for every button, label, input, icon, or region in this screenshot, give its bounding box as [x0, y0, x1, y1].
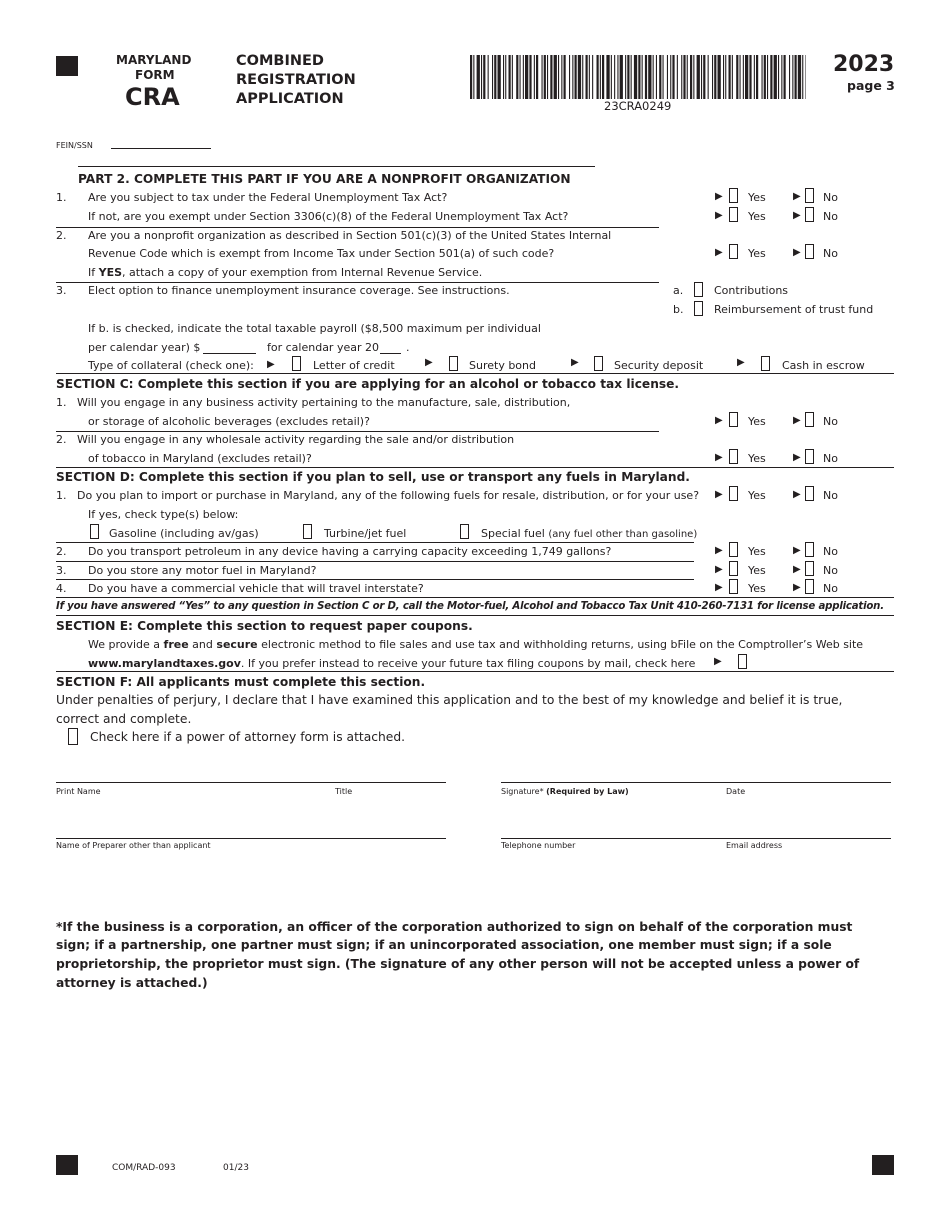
arrow-icon: ▶: [715, 415, 723, 426]
barcode-bar: [762, 55, 763, 99]
cash-in-escrow-checkbox[interactable]: [761, 356, 770, 371]
collateral-option-label: Security deposit: [614, 359, 704, 372]
section-d-question-4: Do you have a commercial vehicle that will travel interstate?: [88, 582, 424, 595]
c1-yes-checkbox[interactable]: [729, 412, 738, 427]
arrow-icon: ▶: [793, 545, 801, 556]
arrow-icon: ▶: [715, 191, 723, 202]
barcode-bar: [718, 55, 721, 99]
barcode-bar: [586, 55, 588, 99]
section-c-question-1-line-1: Will you engage in any business activity pertaining to the manufacture, sale, distribution,: [77, 396, 571, 409]
arrow-icon: ▶: [793, 191, 801, 202]
barcode-bar: [564, 55, 566, 99]
no-label: No: [823, 452, 838, 465]
barcode-bar: [544, 55, 546, 99]
c2-no-checkbox[interactable]: [805, 449, 814, 464]
barcode-bar: [481, 55, 482, 99]
part2-question-2-line-1: Are you a nonprofit organization as described in Section 501(c)(3) of the United States Internal: [88, 229, 612, 242]
barcode-bar: [578, 55, 581, 99]
barcode-bar: [681, 55, 682, 99]
form-title-line-1: COMBINED: [236, 53, 324, 69]
barcode-bar: [703, 55, 705, 99]
yes-label: Yes: [748, 489, 766, 502]
barcode-bar: [795, 55, 797, 99]
barcode-bar: [611, 55, 612, 99]
yes-label: Yes: [748, 191, 766, 204]
date-label: Date: [726, 787, 746, 796]
barcode-bar: [494, 55, 496, 99]
barcode-bar: [712, 55, 713, 99]
part2-question-2-line-3: If YES, attach a copy of your exemption from Internal Revenue Service.: [88, 266, 483, 279]
fuel-turbine-label: Turbine/jet fuel: [324, 527, 407, 540]
arrow-icon: ▶: [267, 359, 275, 370]
if-yes-label: If yes, check type(s) below:: [88, 508, 239, 521]
gasoline-checkbox[interactable]: [90, 524, 99, 539]
q-number: 4.: [56, 582, 67, 595]
barcode-bar: [631, 55, 632, 99]
power-of-attorney-checkbox[interactable]: [68, 728, 78, 745]
special-fuel-checkbox[interactable]: [460, 524, 469, 539]
print-name-line[interactable]: [56, 782, 446, 783]
c2-yes-checkbox[interactable]: [729, 449, 738, 464]
barcode-bar: [625, 55, 626, 99]
footnote-line-4: attorney is attached.): [56, 976, 208, 990]
collateral-option-label: Surety bond: [469, 359, 536, 372]
part2-question-1b: If not, are you exempt under Section 3306(c)(8) of the Federal Unemployment Tax Act?: [88, 210, 569, 223]
barcode-bar: [648, 55, 651, 99]
barcode-bar: [627, 55, 629, 99]
barcode-bar: [693, 55, 694, 99]
fuel-gasoline-label: Gasoline (including av/gas): [109, 527, 259, 540]
barcode-bar: [754, 55, 755, 99]
section-d-question-2: Do you transport petroleum in any device having a carrying capacity exceeding 1,749 gallons?: [88, 545, 612, 558]
registration-mark-bottom-left: [56, 1155, 78, 1175]
option-a-label: Contributions: [714, 284, 789, 297]
calendar-year-label: for calendar year 20: [267, 341, 379, 354]
calendar-year-field[interactable]: [380, 353, 401, 354]
barcode-bar: [561, 55, 562, 99]
barcode-bar: [520, 55, 521, 99]
section-c-question-2-line-2: of tobacco in Maryland (excludes retail)?: [88, 452, 312, 465]
barcode-bar: [806, 55, 807, 99]
divider: [56, 431, 659, 432]
arrow-icon: ▶: [737, 357, 745, 368]
signature-label: Signature* (Required by Law): [501, 787, 629, 796]
arrow-icon: ▶: [715, 210, 723, 221]
barcode-bar: [667, 55, 668, 99]
arrow-icon: ▶: [793, 247, 801, 258]
arrow-icon: ▶: [715, 545, 723, 556]
no-label: No: [823, 582, 838, 595]
barcode-bar: [770, 55, 772, 99]
part2-question-3: Elect option to finance unemployment insurance coverage. See instructions.: [88, 284, 510, 297]
arrow-icon: ▶: [715, 452, 723, 463]
q1-no-checkbox[interactable]: [805, 188, 814, 203]
q1b-no-checkbox[interactable]: [805, 207, 814, 222]
barcode-bar: [663, 55, 664, 99]
barcode-bar: [645, 55, 647, 99]
yes-label: Yes: [748, 564, 766, 577]
barcode-bar: [634, 55, 637, 99]
no-label: No: [823, 564, 838, 577]
barcode-bar: [653, 55, 654, 99]
section-f-heading: SECTION F: All applicants must complete this section.: [56, 675, 426, 689]
paper-coupons-checkbox[interactable]: [738, 654, 747, 669]
yes-label: Yes: [748, 545, 766, 558]
q-number: 2.: [56, 229, 67, 242]
barcode-bar: [778, 55, 779, 99]
barcode-bar: [503, 55, 504, 99]
option-b-letter: b.: [673, 303, 684, 316]
arrow-icon: ▶: [571, 357, 579, 368]
fuel-special-label: Special fuel (any fuel other than gasoline): [481, 527, 698, 540]
barcode-bar: [792, 55, 793, 99]
no-label: No: [823, 247, 838, 260]
section-c-question-1-line-2: or storage of alcoholic beverages (excludes retail)?: [88, 415, 370, 428]
barcode-bar: [677, 55, 678, 99]
signature-line[interactable]: [501, 782, 891, 783]
email-label: Email address: [726, 841, 783, 850]
divider: [56, 542, 694, 543]
barcode-bar: [492, 55, 493, 99]
no-label: No: [823, 489, 838, 502]
arrow-icon: ▶: [715, 582, 723, 593]
title-label: Title: [335, 787, 353, 796]
surety-bond-checkbox[interactable]: [449, 356, 458, 371]
barcode-bar: [617, 55, 618, 99]
barcode-bar: [764, 55, 766, 99]
barcode-bar: [592, 55, 593, 99]
barcode-bar: [638, 55, 640, 99]
section-d-question-3: Do you store any motor fuel in Maryland?: [88, 564, 317, 577]
collateral-label: Type of collateral (check one):: [88, 359, 254, 372]
q-number: 1.: [56, 396, 67, 409]
barcode-bar: [620, 55, 623, 99]
arrow-icon: ▶: [793, 452, 801, 463]
barcode-bar: [642, 55, 643, 99]
part2-question-2-line-2: Revenue Code which is exempt from Income Tax under Section 501(a) of such code?: [88, 247, 555, 260]
preparer-label: Name of Preparer other than applicant: [56, 841, 211, 850]
q-number: 3.: [56, 284, 67, 297]
reimbursement-checkbox[interactable]: [694, 301, 703, 316]
turbine-fuel-checkbox[interactable]: [303, 524, 312, 539]
barcode-bar: [525, 55, 528, 99]
barcode-bar: [701, 55, 702, 99]
section-d-heading: SECTION D: Complete this section if you plan to sell, use or transport any fuels in Maryland.: [56, 470, 690, 484]
barcode-bar: [536, 55, 538, 99]
barcode-bar: [529, 55, 531, 99]
payroll-label: per calendar year) $: [88, 341, 201, 354]
yes-label: Yes: [748, 247, 766, 260]
barcode-bar: [659, 55, 661, 99]
barcode-bar: [745, 55, 748, 99]
arrow-icon: ▶: [793, 415, 801, 426]
footnote-line-3: proprietorship, the proprietor must sign. (The signature of any other person will not be accepted unless a power of: [56, 957, 860, 971]
divider: [56, 597, 894, 598]
barcode-bar: [781, 55, 782, 99]
barcode-bar: [767, 55, 768, 99]
q-number: 2.: [56, 545, 67, 558]
barcode-text: 23CRA0249: [604, 99, 672, 113]
arrow-icon: ▶: [793, 582, 801, 593]
registration-mark-top-left: [56, 56, 78, 76]
state-label: MARYLAND: [116, 53, 192, 67]
barcode-bar: [498, 55, 501, 99]
barcode-bar: [512, 55, 513, 99]
barcode-bar: [729, 55, 731, 99]
q2-no-checkbox[interactable]: [805, 244, 814, 259]
arrow-icon: ▶: [793, 210, 801, 221]
section-d-question-1: Do you plan to import or purchase in Maryland, any of the following fuels for resale, distribution, or for your use?: [77, 489, 700, 502]
arrow-icon: ▶: [793, 489, 801, 500]
yes-label: Yes: [748, 452, 766, 465]
d2-yes-checkbox[interactable]: [729, 542, 738, 557]
q2-yes-checkbox[interactable]: [729, 244, 738, 259]
barcode-bar: [473, 55, 474, 99]
c1-no-checkbox[interactable]: [805, 412, 814, 427]
telephone-label: Telephone number: [501, 841, 576, 850]
barcode-bar: [542, 55, 543, 99]
barcode-bar: [547, 55, 548, 99]
no-label: No: [823, 545, 838, 558]
barcode-bar: [672, 55, 674, 99]
barcode-bar: [784, 55, 786, 99]
barcode-bar: [582, 55, 583, 99]
barcode-bar: [749, 55, 751, 99]
barcode-bar: [743, 55, 744, 99]
fein-label: FEIN/SSN: [56, 141, 93, 150]
collateral-option-label: Letter of credit: [313, 359, 395, 372]
barcode-bar: [656, 55, 657, 99]
form-word: FORM: [135, 68, 175, 82]
divider: [78, 166, 595, 167]
yes-label: Yes: [748, 415, 766, 428]
security-deposit-checkbox[interactable]: [594, 356, 603, 371]
no-label: No: [823, 191, 838, 204]
section-e-line-1: We provide a free and secure electronic method to file sales and use tax and withholding returns, using bFile on the Comptroller’s Web site: [88, 638, 864, 651]
arrow-icon: ▶: [714, 656, 722, 667]
barcode-bar: [505, 55, 506, 99]
footer-form-id: COM/RAD-093: [112, 1163, 176, 1173]
section-e-heading: SECTION E: Complete this section to request paper coupons.: [56, 619, 473, 633]
q-number: 1.: [56, 489, 67, 502]
barcode-bar: [597, 55, 599, 99]
barcode-bar: [572, 55, 573, 99]
barcode-bar: [534, 55, 535, 99]
section-c-question-2-line-1: Will you engage in any wholesale activity regarding the sale and/or distribution: [77, 433, 515, 446]
d4-yes-checkbox[interactable]: [729, 579, 738, 594]
divider: [56, 467, 894, 468]
barcode-bar: [670, 55, 671, 99]
q-number: 1.: [56, 191, 67, 204]
barcode-bar: [483, 55, 485, 99]
barcode-bar: [589, 55, 590, 99]
divider: [56, 615, 894, 616]
power-of-attorney-label: Check here if a power of attorney form is attached.: [90, 730, 406, 744]
barcode-bar: [690, 55, 692, 99]
barcode-bar: [697, 55, 700, 99]
d2-no-checkbox[interactable]: [805, 542, 814, 557]
barcode-bar: [488, 55, 489, 99]
barcode-bar: [802, 55, 803, 99]
footer-revision: 01/23: [223, 1163, 249, 1173]
barcode-bar: [798, 55, 801, 99]
collateral-option-label: Cash in escrow: [782, 359, 865, 372]
barcode-bar: [554, 55, 557, 99]
barcode-bar: [687, 55, 688, 99]
divider: [56, 671, 894, 672]
q1-yes-checkbox[interactable]: [729, 188, 738, 203]
barcode-bar: [509, 55, 511, 99]
preparer-line[interactable]: [56, 838, 446, 839]
q1b-yes-checkbox[interactable]: [729, 207, 738, 222]
part2-question-1: Are you subject to tax under the Federal Unemployment Tax Act?: [88, 191, 448, 204]
barcode-bar: [732, 55, 733, 99]
arrow-icon: ▶: [793, 564, 801, 575]
form-code: CRA: [125, 83, 180, 111]
arrow-icon: ▶: [425, 357, 433, 368]
barcode: [470, 55, 806, 99]
barcode-bar: [470, 55, 472, 99]
form-title-line-3: APPLICATION: [236, 91, 344, 107]
barcode-bar: [723, 55, 724, 99]
declaration-line-2: correct and complete.: [56, 712, 192, 726]
divider: [56, 373, 894, 374]
form-title-line-2: REGISTRATION: [236, 72, 356, 88]
footnote-line-2: sign; if a partnership, one partner must sign; if an unincorporated association, one member must sign; if a sole: [56, 938, 832, 952]
period: .: [406, 341, 410, 354]
barcode-bar: [708, 55, 709, 99]
barcode-bar: [569, 55, 570, 99]
registration-mark-bottom-right: [872, 1155, 894, 1175]
d3-no-checkbox[interactable]: [805, 561, 814, 576]
d4-no-checkbox[interactable]: [805, 579, 814, 594]
yes-label: Yes: [748, 210, 766, 223]
option-b-label: Reimbursement of trust fund: [714, 303, 874, 316]
barcode-bar: [614, 55, 615, 99]
declaration-line-1: Under penalties of perjury, I declare that I have examined this application and to the best of my knowledge and belief it is true,: [56, 693, 843, 707]
no-label: No: [823, 210, 838, 223]
barcode-bar: [683, 55, 685, 99]
q-number: 2.: [56, 433, 67, 446]
yes-label: Yes: [748, 582, 766, 595]
d3-yes-checkbox[interactable]: [729, 561, 738, 576]
d1-yes-checkbox[interactable]: [729, 486, 738, 501]
print-name-label: Print Name: [56, 787, 101, 796]
fein-input-line[interactable]: [111, 148, 211, 149]
barcode-bar: [516, 55, 518, 99]
barcode-bar: [523, 55, 524, 99]
barcode-bar: [558, 55, 559, 99]
section-c-heading: SECTION C: Complete this section if you are applying for an alcohol or tobacco tax license.: [56, 377, 680, 391]
part2-heading: PART 2. COMPLETE THIS PART IF YOU ARE A NONPROFIT ORGANIZATION: [78, 172, 571, 186]
barcode-bar: [725, 55, 726, 99]
arrow-icon: ▶: [715, 489, 723, 500]
q-number: 3.: [56, 564, 67, 577]
barcode-bar: [602, 55, 604, 99]
barcode-bar: [736, 55, 738, 99]
license-note: If you have answered “Yes” to any question in Section C or D, call the Motor-fuel, Alcohol and Tobacco Tax Unit 410-260-7131 for license application.: [56, 601, 884, 612]
barcode-bar: [550, 55, 552, 99]
payroll-amount-field[interactable]: [203, 353, 256, 354]
barcode-bar: [477, 55, 480, 99]
option-a-letter: a.: [673, 284, 684, 297]
contributions-checkbox[interactable]: [694, 282, 703, 297]
divider: [56, 579, 694, 580]
telephone-line[interactable]: [501, 838, 891, 839]
page-number: page 3: [847, 78, 895, 93]
barcode-bar: [600, 55, 601, 99]
barcode-bar: [606, 55, 609, 99]
tax-year: 2023: [833, 52, 895, 77]
divider: [56, 227, 659, 228]
arrow-icon: ▶: [715, 564, 723, 575]
no-label: No: [823, 415, 838, 428]
barcode-bar: [714, 55, 716, 99]
d1-no-checkbox[interactable]: [805, 486, 814, 501]
footnote-line-1: *If the business is a corporation, an officer of the corporation authorized to sign on behalf of the corporation must: [56, 920, 853, 934]
barcode-bar: [575, 55, 577, 99]
divider: [56, 561, 694, 562]
barcode-bar: [789, 55, 790, 99]
barcode-bar: [756, 55, 758, 99]
letter-of-credit-checkbox[interactable]: [292, 356, 301, 371]
section-e-line-2: www.marylandtaxes.gov. If you prefer instead to receive your future tax filing coupons by mail, check here: [88, 657, 696, 670]
divider: [56, 282, 659, 283]
payroll-line-1: If b. is checked, indicate the total taxable payroll ($8,500 maximum per individual: [88, 322, 541, 335]
barcode-bar: [774, 55, 777, 99]
arrow-icon: ▶: [715, 247, 723, 258]
barcode-bar: [740, 55, 741, 99]
